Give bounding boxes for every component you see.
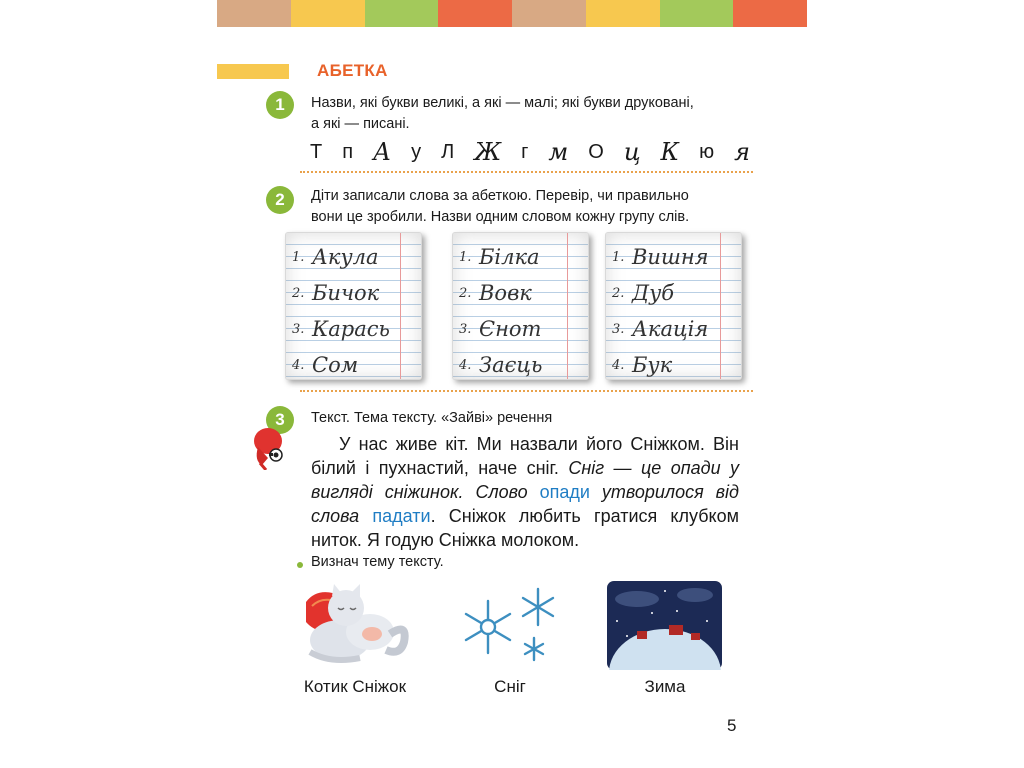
page-title: АБЕТКА [317,61,388,80]
item-number: 2. [292,285,305,301]
cat-icon [300,582,412,668]
picture-caption-cat: Котик Сніжок [303,677,407,696]
picture-caption-winter: Зима [644,677,686,696]
task1-text-line1: Назви, які букви великі, а які — малі; які букви друковані, [311,95,694,111]
word-item [459,275,542,311]
story-italic-2: утворилося від слова [311,482,740,526]
word-item [292,347,390,383]
word-item [459,311,542,347]
word-item [459,347,542,383]
task1-text-line2: а які — писані. [311,116,410,132]
script-letter: Ж [474,138,502,166]
item-word: Єнот [479,317,542,341]
task2-text-line2: вони це зробили. Назви одним словом кожну групу слів. [311,209,690,225]
word-item [292,275,390,311]
print-letter: п [342,140,354,163]
task-number-1: 1 [266,91,294,119]
notebook-card-2 [452,232,589,380]
bullet-dot [297,562,303,568]
print-letter: г [521,140,529,163]
title-accent-bar [217,64,289,79]
word-item [612,275,709,311]
story-plain-1: У нас живе кіт. Ми назвали його Сніжком. Він білий і пухнастий, наче сніг. [311,434,739,478]
dotted-divider [300,171,753,173]
word-item [292,311,390,347]
task2-text-line1: Діти записали слова за абеткою. Перевір, чи правильно [311,188,689,204]
color-stripe [438,0,512,27]
item-word: Карась [312,317,390,341]
notebook-card-3 [605,232,742,380]
story-text [311,432,739,552]
card-margin-line [567,233,568,379]
word-item [292,239,390,275]
script-letter: ц [623,138,641,166]
item-word: Акація [632,317,709,341]
reading-mascot-icon [246,425,288,470]
task1-text [311,93,741,135]
card-margin-line [720,233,721,379]
card-margin-line [400,233,401,379]
word-item [459,239,542,275]
color-stripe [586,0,660,27]
picture-caption-snow: Сніг [494,677,526,696]
word-item [612,311,709,347]
print-letter: Л [441,140,455,163]
dotted-divider [300,390,753,392]
word-item [612,347,709,383]
print-letter: ю [699,140,715,163]
item-number: 3. [612,321,625,337]
color-stripe [217,0,291,27]
snowflake-icon [458,585,562,663]
item-word: Вовк [479,281,532,305]
script-letter: К [660,138,680,166]
item-word: Сом [312,353,359,377]
bullet-instruction: Визнач тему тексту. [311,554,444,570]
script-letter: м [548,138,569,166]
color-stripe [733,0,807,27]
story-highlight-2: падати [372,506,431,526]
item-number: 4. [612,357,625,373]
word-list [459,239,542,383]
item-number: 3. [459,321,472,337]
item-number: 2. [459,285,472,301]
item-word: Дуб [632,281,675,305]
letters-row [310,138,750,166]
color-stripes [217,0,807,27]
print-letter: у [411,140,422,163]
item-word: Білка [479,245,540,269]
notebook-card-1 [285,232,422,380]
task3-heading: Текст. Тема тексту. «Зайві» речення [311,410,553,426]
word-list [612,239,709,383]
color-stripe [291,0,365,27]
story-highlight-1: опади [539,482,590,502]
script-letter: я [734,138,750,166]
task-number-2: 2 [266,186,294,214]
item-word: Акула [312,245,379,269]
item-number: 2. [612,285,625,301]
item-number: 1. [292,249,305,265]
color-stripe [365,0,439,27]
item-number: 3. [292,321,305,337]
page-number: 5 [727,716,737,735]
item-number: 1. [612,249,625,265]
color-stripe [660,0,734,27]
item-word: Бук [632,353,673,377]
item-number: 1. [459,249,472,265]
print-letter: О [588,140,604,163]
task2-text [311,186,741,228]
item-word: Вишня [632,245,709,269]
item-word: Бичок [312,281,380,305]
story-plain-2: . Сніжок любить гратися клубком ниток. Я годую Сніжка молоком. [311,506,739,550]
color-stripe [512,0,586,27]
task-number-3: 3 [266,406,294,434]
winter-icon [607,581,722,670]
item-word: Заєць [479,353,543,377]
print-letter: Т [310,140,323,163]
item-number: 4. [459,357,472,373]
word-item [612,239,709,275]
script-letter: А [373,138,392,166]
story-italic-1: Сніг — це опади у вигляді сніжинок. Слово [311,458,739,502]
item-number: 4. [292,357,305,373]
word-list [292,239,390,383]
